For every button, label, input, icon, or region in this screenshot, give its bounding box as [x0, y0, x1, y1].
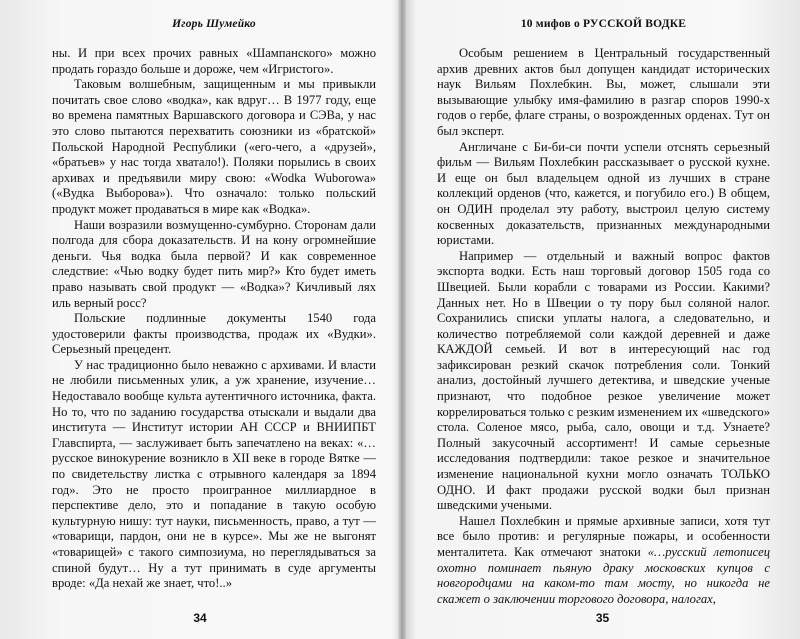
paragraph: Например — отдельный и важный вопрос фактов экспорта водки. Есть наш торговый договор 1505 года со Швецией. Были корабли с товарами из России. Какими? Данных нет. Но в Швеции о ту пору был соляной налог. Сохранились списки уплаты налога, а следовательно, и количество потребляемой соли каждой деревней и даже КАЖДОЙ семьей. И вот в интересующий нас год зафиксирован резкий скачок потребления соли. Тонкий анализ, достойный лучшего детектива, и шведские ученые признают, что подобное резкое увеличение может коррелироваться только с резким изменением их «шведского» стола. Соленое мясо, рыба, сало, овощи и т.д. Узнаете? Полный закусочный ассортимент! И самые серьезные исследования подтвердили: такое резкое и значительное изменение национальной кухни могло означать ТОЛЬКО ОДНО. И факт продажи русской водки был признан шведскими учеными.	[437, 248, 770, 513]
paragraph: Англичане с Би-би-си почти успели отснять серьезный фильм — Вильям Похлебкин рассказывает о русской кухне. И еще он был владельцем одной из лучших в стране коллекций орденов (что, кажется, и погубило его.) В общем, он ОДИН проделал эту работу, выстроил целую систему косвенных доказательств, признанных международными юристами.	[437, 139, 770, 248]
paragraph	[437, 514, 770, 608]
page-number-left: 34	[193, 611, 207, 625]
paragraph: У нас традиционно было неважно с архивами. И власти не любили письменных улик, а уж хранение, изучение… Недоставало вообще культа аутентичного источника, факта. Но то, что по заданию государства отыскали и выдали два института — Институт истории АН СССР и ВНИИПБТ Главспирта, — заслуживает быть запечатлено на веках: «…русское винокурение возникло в XII веке в городе Вятке — по свидетельству листка с отрывного календаря за 1894 год». Это не просто проигранное миллиардное в перспективе дело, это и попадание в такую особую культурную нишу: тут науки, письменность, право, а тут — «товарищи, пардон, они не в курсе». Мы же не выгонят «товарищей» с такого симпозиума, но переглядываться за спиной будут… Ну а тут принимать в суде аргументы вроде: «Да нехай же знает, что!..»	[52, 357, 376, 591]
paragraph: ны. И при всех прочих равных «Шампанского» можно продать гораздо больше и дороже, чем «Игристого».	[52, 46, 376, 76]
paragraph: Таковым волшебным, защищенным и мы привыкли почитать свое слово «водка», как вдруг… В 1977 году, еще во времена памятных Варшавского договора и СЭВа, у нас это слово пытаются перехватить союзники из «братской» Польской Народной Республики («его-чего, а «друзей», «братьев» у нас тогда хватало!). Поляки порылись в своих архивах и предъявили миру свою: «Wodka Wuborowa» («Вудка Выборова»). Что означало: только польский продукт может продаваться в мире как «Водка».	[52, 77, 376, 216]
paragraph-text: Нашел Похлебкин и прямые архивные записи, хотя тут все было против: и регулярные пожары, и особенности менталитета. Как отмечают знатоки	[437, 513, 770, 559]
running-head-title: 10 мифов о РУССКОЙ ВОДКЕ	[520, 18, 687, 30]
chronicle-quote: «…русский летописец охотно поминает пьяную драку московских купцов с новгородцами на каком-то там мосту, но никогда не скажет о заключении торгового договора, налогах,	[437, 545, 770, 606]
left-page-body	[52, 46, 376, 592]
running-head-author: Игорь Шумейко	[172, 18, 256, 30]
paragraph: Особым решением в Центральный государственный архив древних актов был допущен кандидат исторических наук Вильям Похлебкин. Вы, может, слышали эти вызывающие улыбку имя-фамилию в разгар споров 1990-х годов о гербе, флаге страны, о возрожденных орденах. Тут он был эксперт.	[437, 46, 770, 138]
page-number-right: 35	[595, 611, 610, 625]
paragraph: Наши возразили возмущенно-сумбурно. Сторонам дали полгода для сбора доказательств. И на кону огромнейшие деньги. Чья водка была первой? И как современное следствие: «Чью водку будет пить мир?» Кто будет иметь право называть свой продукт — «Водка»? Кичливый лях иль верный росс?	[52, 217, 376, 310]
paragraph: Польские подлинные документы 1540 года удостоверили факты производства, продаж их «Вудки». Серьезный прецедент.	[52, 311, 376, 357]
right-page-body	[437, 46, 770, 607]
right-page	[405, 0, 800, 639]
